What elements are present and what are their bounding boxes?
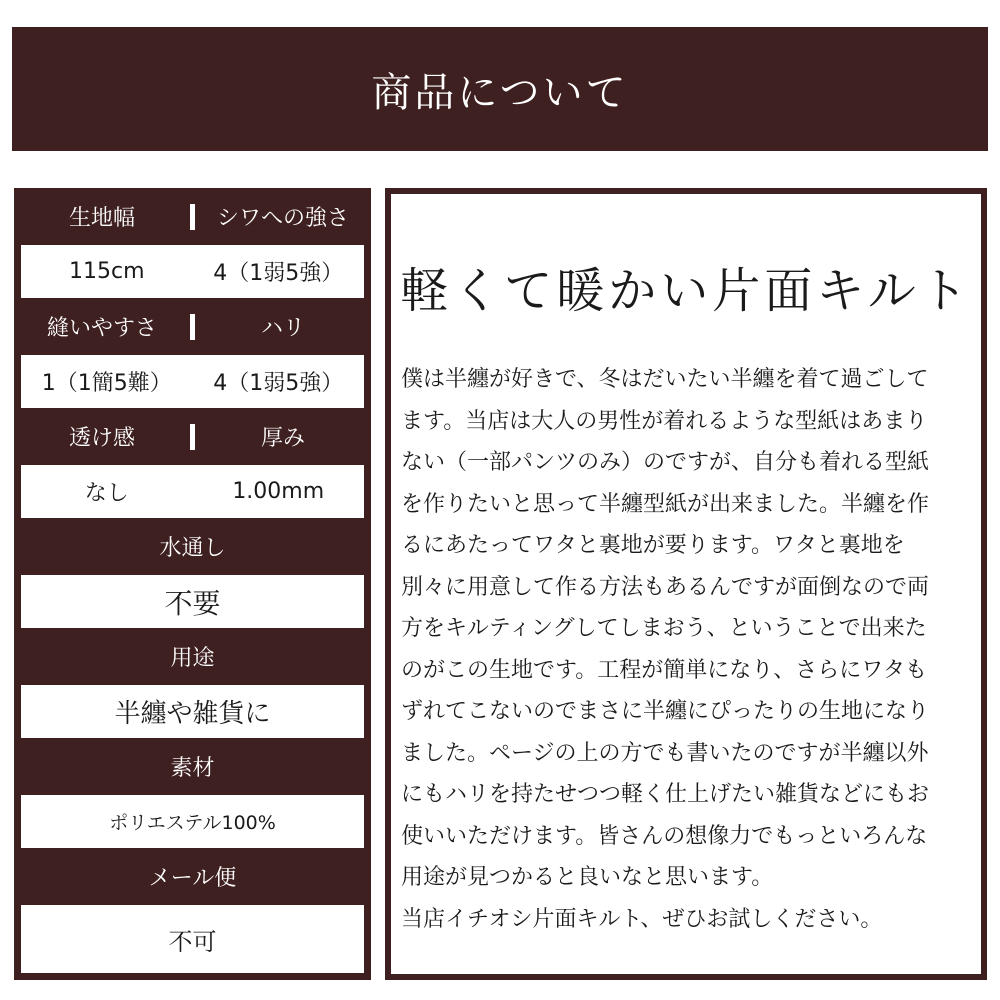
description-title: 軽くて暖かい片面キルト bbox=[400, 263, 972, 319]
usage-value: 半纏や雑貨に bbox=[114, 699, 271, 729]
sew-value: 1（1簡5難） bbox=[41, 371, 172, 396]
spec-value-row bbox=[21, 795, 364, 848]
spec-value-row bbox=[21, 905, 364, 973]
description-line: 方をキルティングしてしまおう、ということで出来た bbox=[401, 616, 927, 641]
spec-label-row bbox=[14, 298, 371, 355]
section-header bbox=[12, 27, 988, 151]
prewash-label: 水通し bbox=[159, 536, 226, 561]
description-line: を作りたいと思って半纏型紙が出来ました。半纏を作 bbox=[401, 491, 930, 517]
spec-value-row bbox=[21, 245, 364, 298]
description-line: ずれてこないのでまさに半纏にぴったりの生地になり bbox=[401, 699, 930, 724]
description-line: 用途が見つかると良いなと思います。 bbox=[401, 865, 774, 890]
description-line: 僕は半纏が好きで、冬はだいたい半纏を着て過ごして bbox=[401, 367, 929, 392]
spec-label-row bbox=[14, 628, 371, 685]
spec-label-row bbox=[14, 848, 371, 905]
spec-value-row bbox=[21, 355, 364, 408]
material-label: 素材 bbox=[170, 756, 215, 781]
description-panel bbox=[385, 188, 987, 980]
wrinkle-value: 4（1弱5強） bbox=[213, 261, 344, 286]
section-title: 商品について bbox=[371, 69, 629, 116]
thick-value: 1.00mm bbox=[232, 479, 325, 504]
width-label: 生地幅 bbox=[68, 206, 135, 231]
mail-value: 不可 bbox=[168, 927, 217, 956]
description-inner bbox=[391, 194, 981, 974]
spec-label-row bbox=[14, 738, 371, 795]
spec-table bbox=[14, 188, 371, 980]
description-body bbox=[401, 359, 979, 940]
description-line: ない（一部パンツのみ）のですが、自分も着れる型紙 bbox=[401, 450, 930, 475]
stiff-value: 4（1弱5強） bbox=[213, 371, 344, 396]
stiff-label: ハリ bbox=[260, 316, 305, 341]
spec-label-row bbox=[14, 188, 371, 245]
spec-value-row bbox=[21, 685, 364, 738]
description-line: にもハリを持たせつつ軽く仕上げたい雑貨などにもお bbox=[401, 782, 930, 807]
mail-label: メール便 bbox=[148, 866, 237, 891]
thick-label: 厚み bbox=[260, 426, 305, 451]
spec-label-row bbox=[14, 518, 371, 575]
spec-value-row bbox=[21, 465, 364, 518]
material-value: ポリエステル100% bbox=[109, 812, 276, 834]
usage-label: 用途 bbox=[170, 646, 215, 671]
spec-value-row bbox=[21, 575, 364, 628]
sheer-label: 透け感 bbox=[68, 426, 135, 451]
wrinkle-label: シワへの強さ bbox=[216, 206, 349, 231]
description-line: るにあたってワタと裏地が要ります。ワタと裏地を bbox=[401, 533, 905, 558]
spec-label-row bbox=[14, 408, 371, 465]
prewash-value: 不要 bbox=[164, 586, 221, 620]
description-line: ました。ページの上の方でも書いたのですが半纏以外 bbox=[401, 740, 929, 766]
description-line: ます。当店は大人の男性が着れるような型紙はあまり bbox=[401, 408, 928, 434]
sew-label: 縫いやすさ bbox=[46, 316, 157, 341]
description-line: 別々に用意して作る方法もあるんですが面倒なので両 bbox=[401, 574, 930, 600]
width-value: 115cm bbox=[68, 259, 145, 284]
sheer-value: なし bbox=[84, 481, 129, 506]
description-line: 当店イチオシ片面キルト、ぜひお試しください。 bbox=[401, 906, 883, 932]
description-line: 使いいただけます。皆さんの想像力でもっといろんな bbox=[401, 823, 928, 849]
description-line: のがこの生地です。工程が簡単になり、さらにワタも bbox=[401, 657, 928, 683]
